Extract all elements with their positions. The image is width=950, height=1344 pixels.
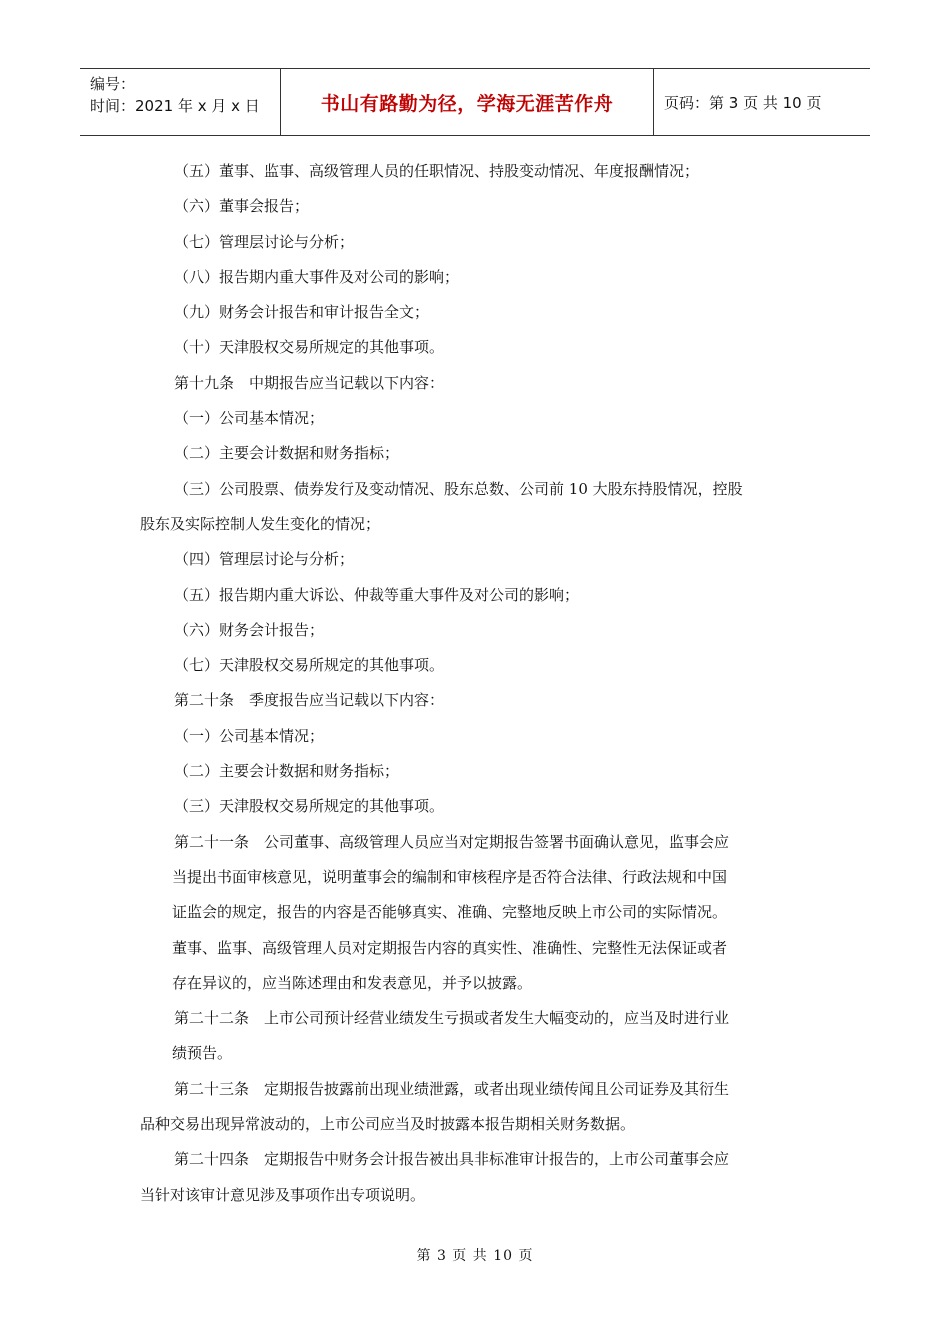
paragraph-line: （五）报告期内重大诉讼、仲裁等重大事件及对公司的影响； (174, 585, 580, 604)
paragraph-line: （一）公司基本情况； (174, 726, 325, 745)
paragraph-line: （九）财务会计报告和审计报告全文； (174, 303, 430, 322)
paragraph-line: 董事、监事、高级管理人员对定期报告内容的真实性、准确性、完整性无法保证或者 (172, 938, 728, 957)
paragraph-line: 品种交易出现异常波动的，上市公司应当及时披露本报告期相关财务数据。 (140, 1115, 636, 1134)
paragraph-line: （一）公司基本情况； (174, 409, 325, 428)
paragraph-line: （八）报告期内重大事件及对公司的影响； (174, 267, 460, 286)
paragraph-line: 当针对该审计意见涉及事项作出专项说明。 (140, 1185, 426, 1204)
paragraph-line: （七）天津股权交易所规定的其他事项。 (174, 656, 445, 675)
paragraph-line: （七）管理层讨论与分析； (174, 232, 355, 251)
paragraph-line: （五）董事、监事、高级管理人员的任职情况、持股变动情况、年度报酬情况； (174, 162, 700, 180)
header-page-info: 页码：第 3 页 共 10 页 (664, 93, 822, 112)
paragraph-line: 存在异议的，应当陈述理由和发表意见，并予以披露。 (172, 973, 533, 992)
document-number-label: 编号： (90, 75, 136, 93)
article-heading: 第二十二条 上市公司预计经营业绩发生亏损或者发生大幅变动的，应当及时进行业 (174, 1009, 730, 1028)
header-meta (80, 69, 281, 135)
article-heading: 第二十三条 定期报告披露前出现业绩泄露，或者出现业绩传闻且公司证券及其衍生 (174, 1079, 730, 1098)
paragraph-line: （六）董事会报告； (174, 197, 310, 216)
paragraph-line: （四）管理层讨论与分析； (174, 550, 355, 569)
document-date: 时间：2021 年 x 月 x 日 (90, 97, 260, 115)
header-motto: 书山有路勤为径，学海无涯苦作舟 (281, 69, 654, 135)
page-footer: 第 3 页 共 10 页 (416, 1248, 534, 1264)
paragraph-line: （十）天津股权交易所规定的其他事项。 (174, 338, 445, 357)
paragraph-line: （三）天津股权交易所规定的其他事项。 (174, 797, 445, 816)
document-body (140, 154, 820, 1213)
paragraph-line: 当提出书面审核意见，说明董事会的编制和审核程序是否符合法律、行政法规和中国 (172, 867, 728, 886)
paragraph-line: （六）财务会计报告； (174, 620, 325, 639)
article-heading: 第二十条 季度报告应当记载以下内容： (174, 691, 445, 710)
paragraph-line: 绩预告。 (172, 1044, 233, 1063)
article-heading: 第二十四条 定期报告中财务会计报告被出具非标准审计报告的，上市公司董事会应 (174, 1150, 730, 1169)
paragraph-line: （二）主要会计数据和财务指标； (174, 762, 400, 781)
article-heading: 第二十一条 公司董事、高级管理人员应当对定期报告签署书面确认意见，监事会应 (174, 832, 730, 851)
article-heading: 第十九条 中期报告应当记载以下内容： (174, 373, 445, 392)
paragraph-line: （二）主要会计数据和财务指标； (174, 444, 400, 463)
page-header (80, 68, 870, 136)
paragraph-line: 股东及实际控制人发生变化的情况； (140, 514, 381, 533)
paragraph-line: 证监会的规定，报告的内容是否能够真实、准确、完整地反映上市公司的实际情况。 (172, 903, 728, 922)
paragraph-line: （三）公司股票、债券发行及变动情况、股东总数、公司前 10 大股东持股情况，控股 (174, 479, 743, 498)
